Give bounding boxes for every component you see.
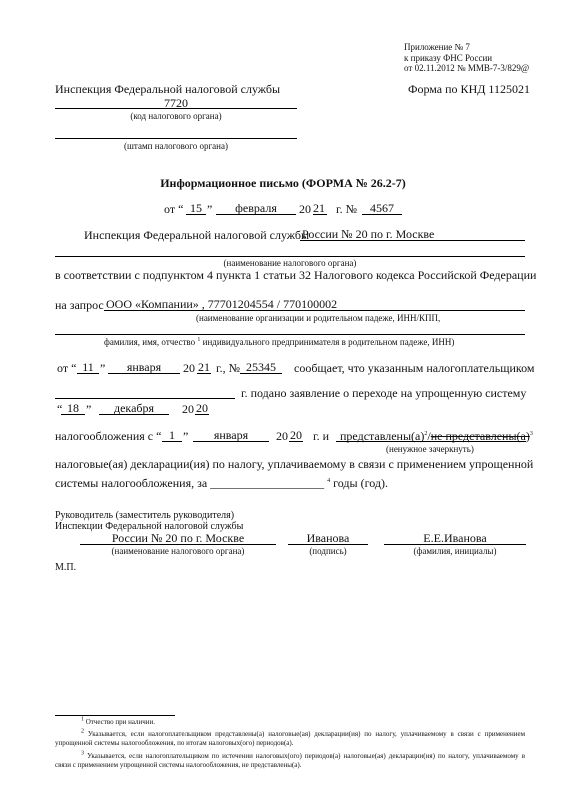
application-blank-underline bbox=[55, 398, 235, 399]
tax-caption: (ненужное зачеркнуть) bbox=[386, 444, 474, 454]
sign-signature: Иванова bbox=[306, 531, 350, 545]
req-year-underline bbox=[197, 373, 211, 374]
footnote-separator bbox=[55, 715, 175, 716]
tax-presented-group: $представлены(а)^2/не$ $представлены(а)^3$ bbox=[340, 429, 533, 443]
stamp-underline bbox=[55, 138, 297, 139]
app-day-underline bbox=[61, 414, 85, 415]
head-line-1: Руководитель (заместитель руководителя) bbox=[55, 510, 235, 521]
tax-presented-underline bbox=[336, 441, 526, 442]
stamp-caption: (штамп налогового органа) bbox=[124, 141, 228, 151]
tax-quote-close: ” bbox=[183, 429, 189, 443]
tax-year-unit: г. и bbox=[313, 429, 329, 443]
footnote-3: $^3$ Указывается, если налогоплательщиком по истечении налоговых(ого) периодов(а) налоговые(ая) декларации(ия) по налогу, уплачиваемому в связи с применением упрощенной системы налогообложения, не представлены(а). bbox=[55, 750, 526, 769]
req-number-underline bbox=[240, 373, 282, 374]
letter-number: 4567 bbox=[370, 201, 394, 215]
inspection-value-underline bbox=[300, 240, 525, 241]
inspection-line-underline bbox=[55, 256, 525, 257]
date-year-underline bbox=[313, 214, 327, 215]
tax-year-underline bbox=[289, 441, 303, 442]
tax-year-prefix: 20 bbox=[276, 429, 288, 443]
sign-org: России № 20 по г. Москве bbox=[111, 531, 245, 545]
tax-month: января bbox=[213, 428, 249, 442]
appendix-line-3: от 02.11.2012 № ММВ-7-3/829@ bbox=[404, 63, 530, 73]
date-year-suffix: 21 bbox=[313, 201, 325, 215]
date-from-prefix: от “ bbox=[164, 202, 184, 216]
authority-code-underline bbox=[55, 108, 297, 109]
inspection-value: России № 20 по г. Москве bbox=[302, 227, 435, 241]
request-line-2-underline bbox=[55, 334, 525, 335]
app-quote-close: ” bbox=[86, 402, 92, 416]
inspection-label: Инспекция Федеральной налоговой службы bbox=[84, 228, 310, 242]
tax-month-underline bbox=[193, 441, 269, 442]
tax-day-underline bbox=[162, 441, 182, 442]
page-title: Информационное письмо (ФОРМА № 26.2-7) bbox=[160, 176, 406, 190]
application-text: г. подано заявление о переходе на упрощенную систему bbox=[241, 386, 527, 400]
sign-signature-underline bbox=[288, 544, 368, 545]
sign-org-caption: (наименование налогового органа) bbox=[111, 546, 245, 556]
req-tail: сообщает, что указанным налогоплательщиком bbox=[294, 361, 535, 375]
date-quote-close: ” bbox=[207, 202, 213, 216]
date-year-unit: г. № bbox=[336, 202, 358, 216]
header-authority-code: 7720 bbox=[164, 96, 188, 110]
appendix-line-2: к приказу ФНС России bbox=[404, 53, 493, 63]
req-day-underline bbox=[77, 373, 99, 374]
date-year-prefix: 20 bbox=[299, 202, 311, 216]
sign-org-underline bbox=[80, 544, 276, 545]
tax-year-suffix: 20 bbox=[290, 428, 302, 442]
req-year-suffix: 21 bbox=[198, 360, 210, 374]
footnote-2: $^2$ Указывается, если налогоплательщиком представлены(а) налоговые(ая) декларации(ия) по налогу, уплачиваемому в связи с применением упрощенной системы налогообложения, по итогам налоговых(ого) периодов(а). bbox=[55, 728, 526, 747]
tax-day: 1 bbox=[169, 428, 175, 442]
inspection-caption: (наименование налогового органа) bbox=[223, 258, 357, 268]
sign-name-underline bbox=[384, 544, 526, 545]
request-caption-1: (наименование организации и родительном падеже, ИНН/КПП, bbox=[196, 313, 441, 323]
basis-text: в соответствии с подпунктом 4 пункта 1 статьи 32 Налогового кодекса Российской Федерации bbox=[55, 268, 537, 282]
request-caption-2: фамилия, имя, отчество $^1$ индивидуального предпринимателя в родительном падеже, ИНН) bbox=[104, 337, 455, 347]
app-year-suffix: 20 bbox=[196, 401, 208, 415]
req-month: января bbox=[126, 360, 162, 374]
form-code: Форма по КНД 1125021 bbox=[408, 82, 530, 96]
appendix-line-1: Приложение № 7 bbox=[404, 42, 470, 52]
head-line-2: Инспекции Федеральной налоговой службы bbox=[55, 521, 244, 532]
req-month-underline bbox=[108, 373, 180, 374]
app-month-underline bbox=[99, 414, 169, 415]
req-number: 25345 bbox=[246, 360, 276, 374]
sign-name-caption: (фамилия, инициалы) bbox=[413, 546, 497, 556]
declaration-line-1: налоговые(ая) декларации(ия) по налогу, уплачиваемому в связи с применением упрощенной bbox=[55, 457, 534, 471]
sign-signature-caption: (подпись) bbox=[309, 546, 347, 556]
tax-presented: представлены(а) bbox=[340, 429, 425, 443]
tax-not-presented: не представлены(а) bbox=[430, 429, 530, 443]
date-month-underline bbox=[216, 214, 296, 215]
request-label: на запрос bbox=[55, 298, 104, 312]
date-day-underline bbox=[186, 214, 206, 215]
header-authority: Инспекция Федеральной налоговой службы bbox=[55, 82, 281, 96]
declaration-line-2: системы налогообложения, за ___________________ $^4$ годы (год). bbox=[55, 476, 388, 490]
app-day: 18 bbox=[67, 401, 79, 415]
app-quote-open: “ bbox=[57, 402, 63, 416]
date-month: февраля bbox=[235, 201, 277, 215]
app-month: декабря bbox=[113, 401, 155, 415]
stamp-place: М.П. bbox=[55, 562, 77, 573]
app-year-prefix: 20 bbox=[182, 402, 194, 416]
sign-name: Е.Е.Иванова bbox=[423, 531, 487, 545]
footnote-1: $^1$ Отчество при наличии. bbox=[81, 716, 155, 726]
request-value-underline bbox=[104, 310, 525, 311]
app-year-underline bbox=[195, 414, 209, 415]
req-year-prefix: 20 bbox=[183, 361, 195, 375]
letter-number-underline bbox=[362, 214, 402, 215]
req-day: 11 bbox=[82, 360, 94, 374]
date-day: 15 bbox=[190, 201, 202, 215]
request-value: ООО «Компании» , 77701204554 / 770100002 bbox=[106, 297, 338, 311]
req-quote-close: ” bbox=[100, 361, 106, 375]
req-from-prefix: от “ bbox=[57, 361, 77, 375]
req-year-unit: г., № bbox=[216, 361, 241, 375]
code-caption: (код налогового органа) bbox=[130, 111, 222, 121]
tax-prefix: налогообложения с “ bbox=[55, 429, 162, 443]
